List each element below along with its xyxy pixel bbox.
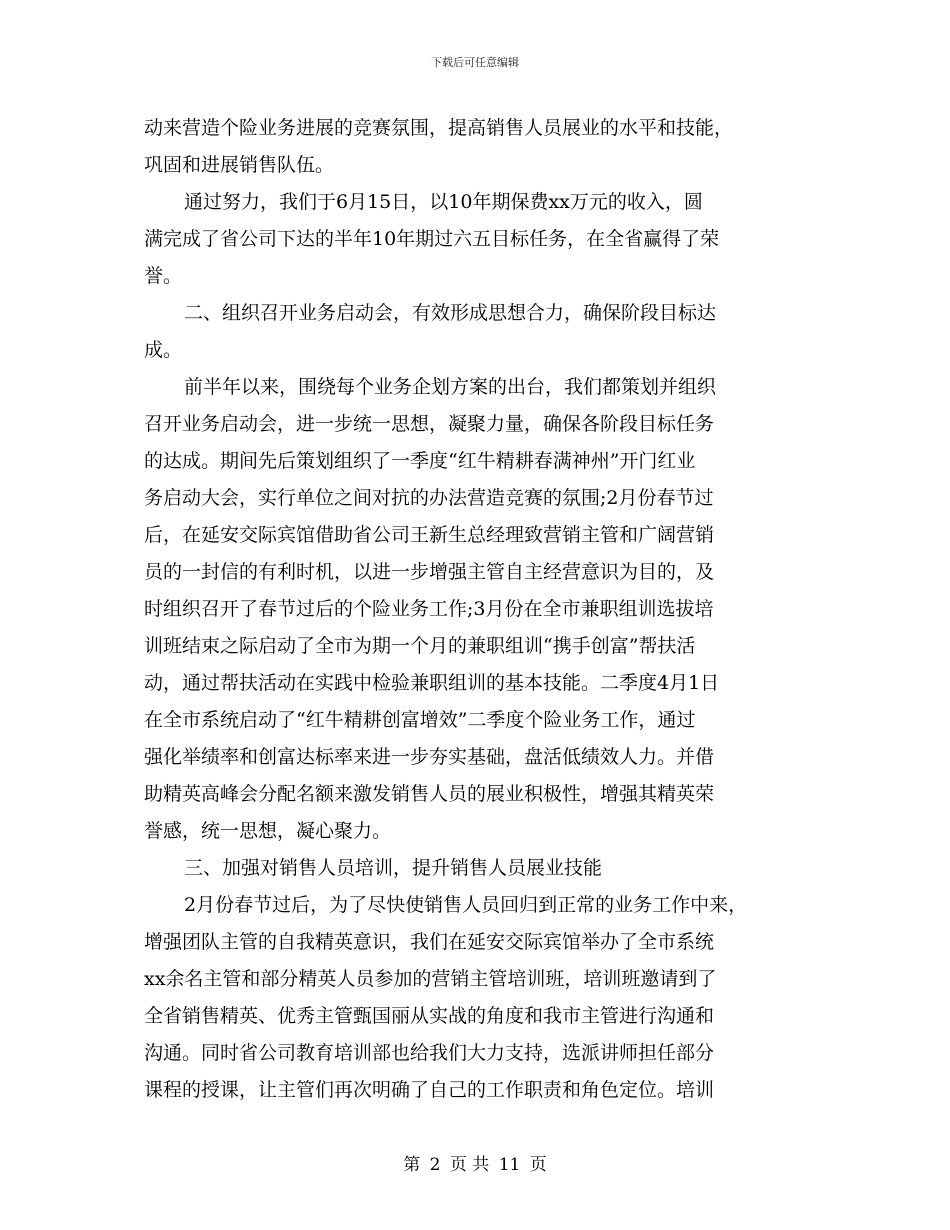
footer-label-of: 页 共: [449, 1155, 490, 1175]
text-line: 通过努力，我们于6月15日，以10年期保费xx万元的收入，圆: [184, 191, 703, 213]
total-pages-number: 11: [498, 1155, 521, 1175]
text-line: 训班结束之际启动了全市为期一个月的兼职组训“携手创富”帮扶活: [144, 635, 696, 657]
footer-label-page: 第: [403, 1155, 421, 1175]
page-footer: [0, 1154, 950, 1176]
footer-label-end: 页: [529, 1155, 547, 1175]
section-heading: 三、加强对销售人员培训，提升销售人员展业技能: [184, 857, 603, 879]
text-line: 巩固和进展销售队伍。: [144, 154, 335, 176]
text-line: 召开业务启动会，进一步统一思想，凝聚力量，确保各阶段目标任务: [144, 413, 715, 435]
text-line: 满完成了省公司下达的半年10年期过六五目标任务，在全省赢得了荣: [144, 228, 720, 250]
text-line: 在全市系统启动了“红牛精耕创富增效”二季度个险业务工作，通过: [144, 709, 696, 731]
section-heading: 成。: [144, 339, 183, 361]
text-line: 2月份春节过后，为了尽快使销售人员回归到正常的业务工作中来，: [184, 894, 748, 916]
text-line: 时组织召开了春节过后的个险业务工作;3月份在全市兼职组训选拔培: [144, 598, 714, 620]
text-line: 助精英高峰会分配名额来激发销售人员的展业积极性，增强其精英荣: [144, 783, 715, 805]
text-line: 强化举绩率和创富达标率来进一步夯实基础，盘活低绩效人力。并借: [144, 746, 715, 768]
text-line: 沟通。同时省公司教育培训部也给我们大力支持，选派讲师担任部分: [144, 1042, 715, 1064]
text-line: 誉。: [144, 265, 183, 287]
text-line: 务启动大会，实行单位之间对抗的办法营造竞赛的氛围;2月份春节过: [144, 487, 714, 509]
text-line: 增强团队主管的自我精英意识，我们在延安交际宾馆举办了全市系统: [144, 931, 715, 953]
text-line: 后，在延安交际宾馆借助省公司王新生总经理致营销主管和广阔营销: [144, 524, 715, 546]
header-note: 下载后可任意编辑: [431, 56, 519, 69]
text-line: 动，通过帮扶活动在实践中检验兼职组训的基本技能。二季度4月1日: [144, 672, 720, 694]
section-heading: 二、组织召开业务启动会，有效形成思想合力，确保阶段目标达: [184, 302, 717, 324]
current-page-number: 2: [429, 1155, 441, 1175]
text-line: xx余名主管和部分精英人员参加的营销主管培训班，培训班邀请到了: [144, 968, 717, 990]
text-line: 课程的授课，让主管们再次明确了自己的工作职责和角色定位。培训: [144, 1079, 715, 1101]
document-body: [144, 110, 806, 1109]
text-line: 前半年以来，围绕每个业务企划方案的出台，我们都策划并组织: [184, 376, 717, 398]
text-line: 誉感，统一思想，凝心聚力。: [144, 820, 392, 842]
text-line: 员的一封信的有利时机，以进一步增强主管自主经营意识为目的，及: [144, 561, 715, 583]
text-line: 全省销售精英、优秀主管甄国丽从实战的角度和我市主管进行沟通和: [144, 1005, 715, 1027]
text-line: 动来营造个险业务进展的竞赛氛围，提高销售人员展业的水平和技能，: [144, 117, 734, 139]
text-line: 的达成。期间先后策划组织了一季度“红牛精耕春满神州”开门红业: [144, 450, 696, 472]
